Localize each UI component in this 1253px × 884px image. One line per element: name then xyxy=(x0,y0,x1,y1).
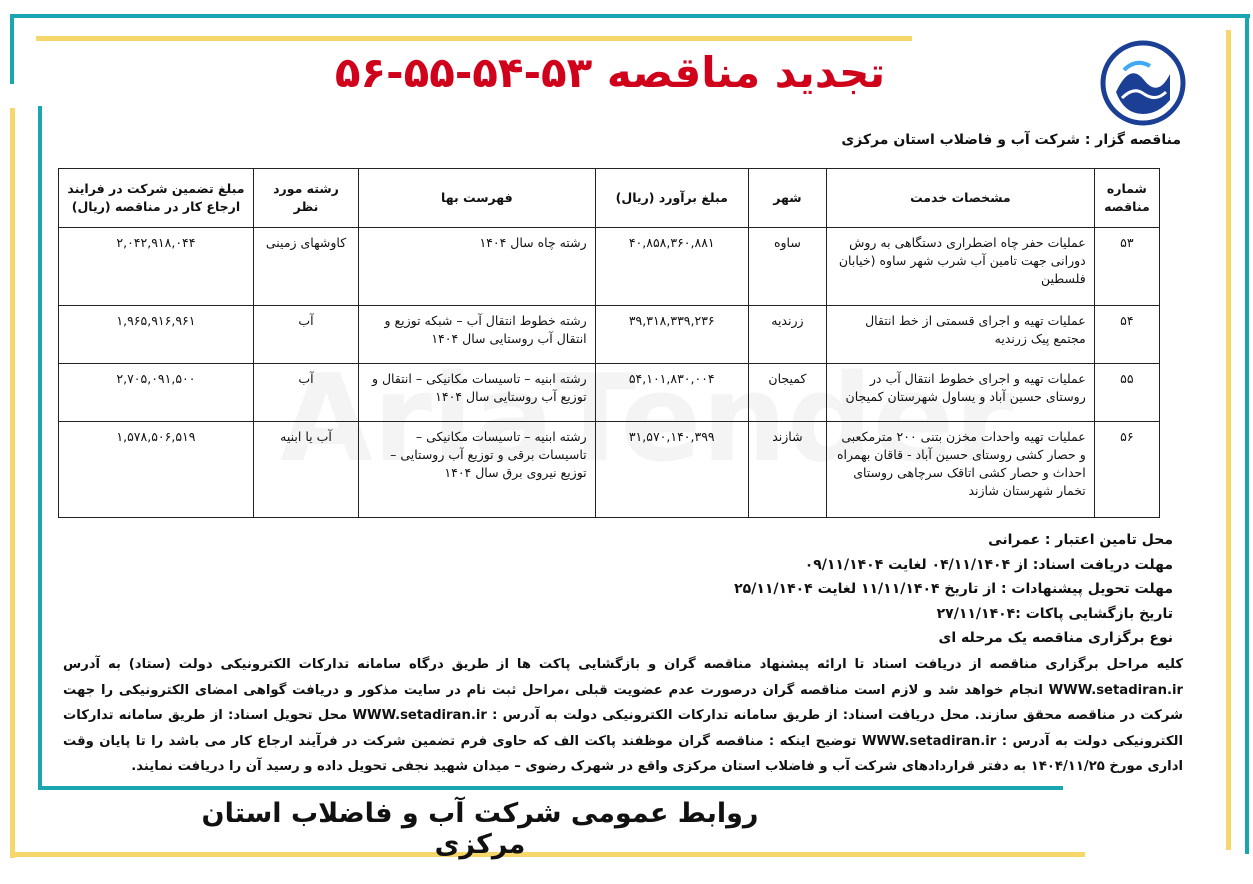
frame-yellow-left xyxy=(10,108,15,858)
cell-field: آب xyxy=(253,306,358,364)
cell-price-list: رشته خطوط انتقال آب – شبکه توزیع و انتقال آب روستایی سال ۱۴۰۴ xyxy=(359,306,596,364)
header-service: مشخصات خدمت xyxy=(826,169,1094,228)
header-estimate: مبلغ برآورد (ریال) xyxy=(595,169,748,228)
cell-price-list: رشته ابنیه – تاسیسات مکانیکی – تاسیسات برقی و توزیع آب روستایی – توزیع نیروی برق سال ۱۴۰۴ xyxy=(359,422,596,518)
cell-guarantee: ۲,۰۴۲,۹۱۸,۰۴۴ xyxy=(59,228,254,306)
cell-city: ساوه xyxy=(748,228,826,306)
header-field: رشته مورد نظر xyxy=(253,169,358,228)
cell-number: ۵۳ xyxy=(1094,228,1159,306)
cell-number: ۵۵ xyxy=(1094,364,1159,422)
cell-price-list: رشته چاه سال ۱۴۰۴ xyxy=(359,228,596,306)
document-deadline: مهلت دریافت اسناد: از ۰۴/۱۱/۱۴۰۴ لغایت ۰۹/۱۱/۱۴۰۴ xyxy=(804,556,1173,573)
frame-yellow-right xyxy=(1226,30,1231,850)
table-row xyxy=(59,422,1160,518)
frame-yellow-top xyxy=(36,36,912,41)
cell-field: آب xyxy=(253,364,358,422)
cell-estimate: ۵۴,۱۰۱,۸۳۰,۰۰۴ xyxy=(595,364,748,422)
table-row xyxy=(59,306,1160,364)
cell-field: آب یا ابنیه xyxy=(253,422,358,518)
opening-date: تاریخ بازگشایی پاکات :۲۷/۱۱/۱۴۰۴ xyxy=(936,605,1173,622)
cell-city: کمیجان xyxy=(748,364,826,422)
cell-service: عملیات حفر چاه اضطراری دستگاهی به روش دورانی جهت تامین آب شرب شهر ساوه (خیابان فلسطین xyxy=(826,228,1094,306)
cell-estimate: ۳۱,۵۷۰,۱۴۰,۳۹۹ xyxy=(595,422,748,518)
footer-signature: روابط عمومی شرکت آب و فاضلاب استان مرکزی xyxy=(201,798,759,860)
cell-service: عملیات تهیه واحدات مخزن بتنی ۲۰۰ مترمکعبی و حصار کشی روستای حسین آباد - قاقان بهمراه احداث و حصار کشی اتاقک سرچاهی روستای تخمار شهرستان شازند xyxy=(826,422,1094,518)
page-title: تجدید مناقصه ۵۳-۵۴-۵۵-۵۶ xyxy=(334,48,886,97)
cell-estimate: ۴۰,۸۵۸,۳۶۰,۸۸۱ xyxy=(595,228,748,306)
header-city: شهر xyxy=(748,169,826,228)
header-guarantee: مبلغ تضمین شرکت در فرایند ارجاع کار در مناقصه (ریال) xyxy=(59,169,254,228)
cell-guarantee: ۲,۷۰۵,۰۹۱,۵۰۰ xyxy=(59,364,254,422)
header-price-list: فهرست بها xyxy=(359,169,596,228)
cell-price-list: رشته ابنیه – تاسیسات مکانیکی – انتقال و توزیع آب روستایی سال ۱۴۰۴ xyxy=(359,364,596,422)
frame-teal-inner xyxy=(38,106,42,786)
cell-number: ۵۴ xyxy=(1094,306,1159,364)
frame-teal-bottom xyxy=(38,786,1063,790)
frame-teal-left xyxy=(10,14,14,84)
table-header-row xyxy=(59,169,1160,228)
cell-guarantee: ۱,۹۶۵,۹۱۶,۹۶۱ xyxy=(59,306,254,364)
cell-field: کاوشهای زمینی xyxy=(253,228,358,306)
tender-issuer: مناقصه گزار : شرکت آب و فاضلاب استان مرکزی xyxy=(841,132,1181,148)
cell-number: ۵۶ xyxy=(1094,422,1159,518)
cell-service: عملیات تهیه و اجرای قسمتی از خط انتقال مجتمع پیک زرندیه xyxy=(826,306,1094,364)
frame-teal-right xyxy=(1245,14,1249,854)
tender-table xyxy=(58,168,1160,518)
cell-service: عملیات تهیه و اجرای خطوط انتقال آب در روستای حسین آباد و یساول شهرستان کمیجان xyxy=(826,364,1094,422)
frame-teal-top xyxy=(10,14,1250,18)
cell-guarantee: ۱,۵۷۸,۵۰۶,۵۱۹ xyxy=(59,422,254,518)
header-number: شماره مناقصه xyxy=(1094,169,1159,228)
tender-type: نوع برگزاری مناقصه یک مرحله ای xyxy=(938,630,1173,646)
table-row xyxy=(59,364,1160,422)
funding-source: محل تامین اعتبار : عمرانی xyxy=(988,532,1173,548)
bid-deadline: مهلت تحویل پیشنهادات : از تاریخ ۱۱/۱۱/۱۴۰۴ لغایت ۲۵/۱۱/۱۴۰۴ xyxy=(734,581,1173,597)
cell-city: شازند xyxy=(748,422,826,518)
table-row xyxy=(59,228,1160,306)
cell-city: زرندیه xyxy=(748,306,826,364)
tender-procedure-paragraph: کلیه مراحل برگزاری مناقصه از دریافت اسناد تا ارائه پیشنهاد مناقصه گران و بازگشایی پاکت ها از طریق درگاه سامانه تدارکات الکترونیکی دولت (ستاد) به آدرس WWW.setadiran.ir انجام خواهد شد و لازم است مناقصه گران درصورت عدم عضویت قبلی ،مراحل ثبت نام در سایت مذکور و دریافت گواهی امضای الکترونیکی را جهت شرکت در مناقصه محقق سازند. محل دریافت اسناد: از طریق سامانه تدارکات الکترونیکی دولت به آدرس : WWW.setadiran.ir محل تحویل اسناد: از طریق سامانه تدارکات الکترونیکی دولت به آدرس : WWW.setadiran.ir توضیح اینکه : مناقصه گران موظفند پاکت الف که حاوی فرم تضمین شرکت در فرآیند ارجاع کار می باشد را تا پایان وقت اداری مورخ ۱۴۰۴/۱۱/۲۵ به دفتر قراردادهای شرکت آب و فاضلاب استان مرکزی واقع در شهرک رضوی – میدان شهید نجفی تحویل داده و رسید آن را دریافت نمایند. xyxy=(63,657,1184,774)
tender-info xyxy=(73,528,1173,651)
cell-estimate: ۳۹,۳۱۸,۳۳۹,۲۳۶ xyxy=(595,306,748,364)
water-company-logo-icon xyxy=(1100,40,1186,126)
